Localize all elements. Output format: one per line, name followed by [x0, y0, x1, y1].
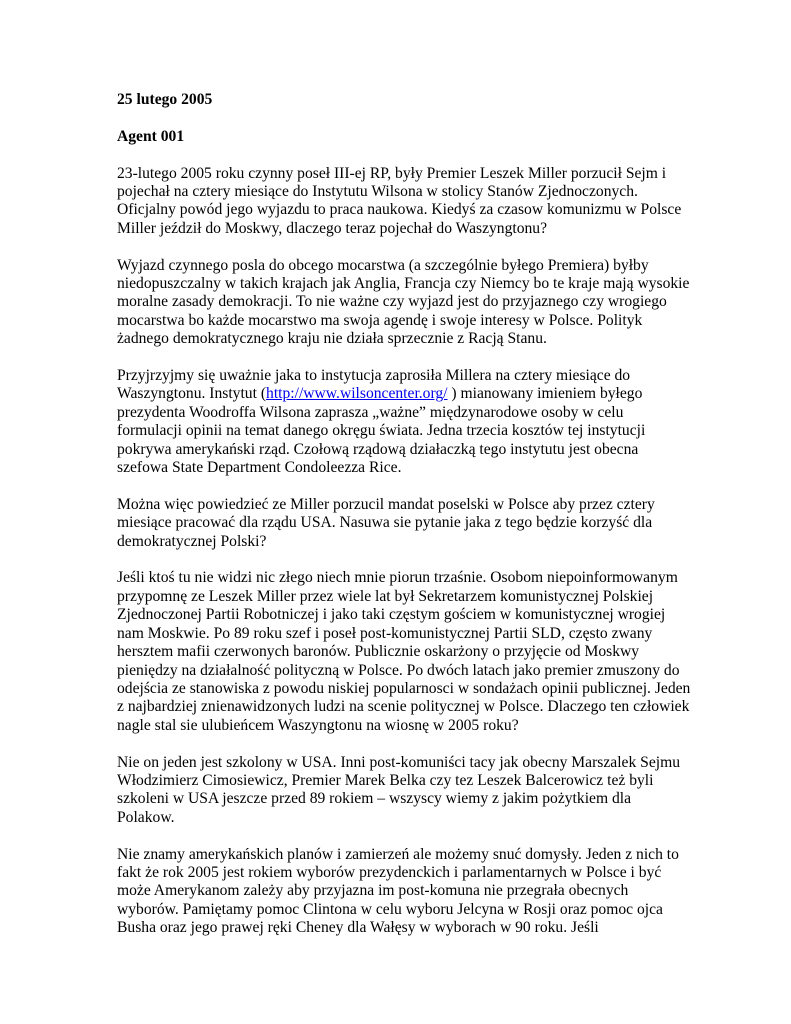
paragraph-5: Jeśli ktoś tu nie widzi nic złego niech mnie piorun trzaśnie. Osobom niepoinformowanym przypomnę ze Leszek Miller przez wiele lat był Sekretarzem komunistycznej Polskiej Zjednoczonej Partii Robotniczej i jako taki częstym gościem w komunistycznej wrogiej nam Moskwie. Po 89 roku szef i poseł post-komunistycznej Partii SLD, często zwany hersztem mafii czerwonych baronów. Publicznie oskarżony o przyjęcie od Moskwy pieniędzy na działalność polityczną w Polsce. Po dwóch latach jako premier zmuszony do odejścia ze stanowiska z powodu niskiej popularnosci w sondażach opinii publicznej. Jeden z najbardziej znienawidzonych ludzi na scenie politycznej w Polsce. Dlaczego ten człowiek nagle stal sie ulubieńcem Waszyngtonu na wiosnę w 2005 roku? — [117, 569, 691, 734]
paragraph-3-text-before: Przyjrzyjmy się uważnie jaka to instytucja zaprosiła Millera na cztery miesiące do Waszyngtonu. Instytut ( — [117, 367, 631, 403]
paragraph-3 — [117, 367, 692, 477]
wilson-center-link[interactable]: http://www.wilsoncenter.org/ — [266, 385, 448, 403]
paragraph-7: Nie znamy amerykańskich planów i zamierzeń ale możemy snuć domysły. Jeden z nich to fakt że rok 2005 jest rokiem wyborów prezydenckich i parlamentarnych w Polsce i być może Amerykanom zależy aby przyjazna im post-komuna nie przegrała obecnych wyborów. Pamiętamy pomoc Clintona w celu wyboru Jelcyna w Rosji oraz pomoc ojca Busha oraz jego prawej ręki Cheney dla Wałęsy w wyborach w 90 roku. Jeśli — [117, 845, 679, 937]
paragraph-4: Można więc powiedzieć ze Miller porzucil mandat poselski w Polsce aby przez cztery miesiące pracować dla rządu USA. Nasuwa sie pytanie jaka z tego będzie korzyść dla demokratycznej Polski? — [117, 495, 655, 550]
paragraph-2: Wyjazd czynnego posla do obcego mocarstwa (a szczególnie byłego Premiera) byłby niedopuszczalny w takich krajach jak Anglia, Francja czy Niemcy bo te kraje mają wysokie moralne zasady demokracji. To nie ważne czy wyjazd jest do przyjaznego czy wrogiego mocarstwa bo każde mocarstwo ma swoja agendę i swoje interesy w Polsce. Polityk żadnego demokratycznego kraju nie działa sprzecznie z Racją Stanu. — [117, 256, 690, 348]
paragraph-1: 23-lutego 2005 roku czynny poseł III-ej RP, były Premier Leszek Miller porzucił Sejm i pojechał na cztery miesiące do Instytutu Wilsona w stolicy Stanów Zjednoczonych. Oficjalny powód jego wyjazdu to praca naukowa. Kiedyś za czasow komunizmu w Polsce Miller jeździł do Moskwy, dlaczego teraz pojechał do Waszyngtonu? — [117, 164, 682, 237]
document-page — [117, 91, 692, 938]
document-author: Agent 001 — [117, 127, 185, 145]
paragraph-3-text-after: ) mianowany imieniem byłego prezydenta Woodroffa Wilsona zaprasza „ważne” międzynarodowe osoby w celu formulacji opinii na temat danego okręgu świata. Jedna trzecia kosztów tej instytucji pokrywa amerykański rząd. Czołową rządową działaczką tego instytutu jest obecna szefowa State Department Condoleezza Rice. — [117, 385, 646, 477]
document-date: 25 lutego 2005 — [117, 91, 213, 108]
paragraph-6: Nie on jeden jest szkolony w USA. Inni post-komuniści tacy jak obecny Marszalek Sejmu Włodzimierz Cimosiewicz, Premier Marek Belka czy tez Leszek Balcerowicz też byli szkoleni w USA jeszcze przed 89 rokiem – wszyscy wiemy z jakim pożytkiem dla Polakow. — [117, 753, 680, 826]
